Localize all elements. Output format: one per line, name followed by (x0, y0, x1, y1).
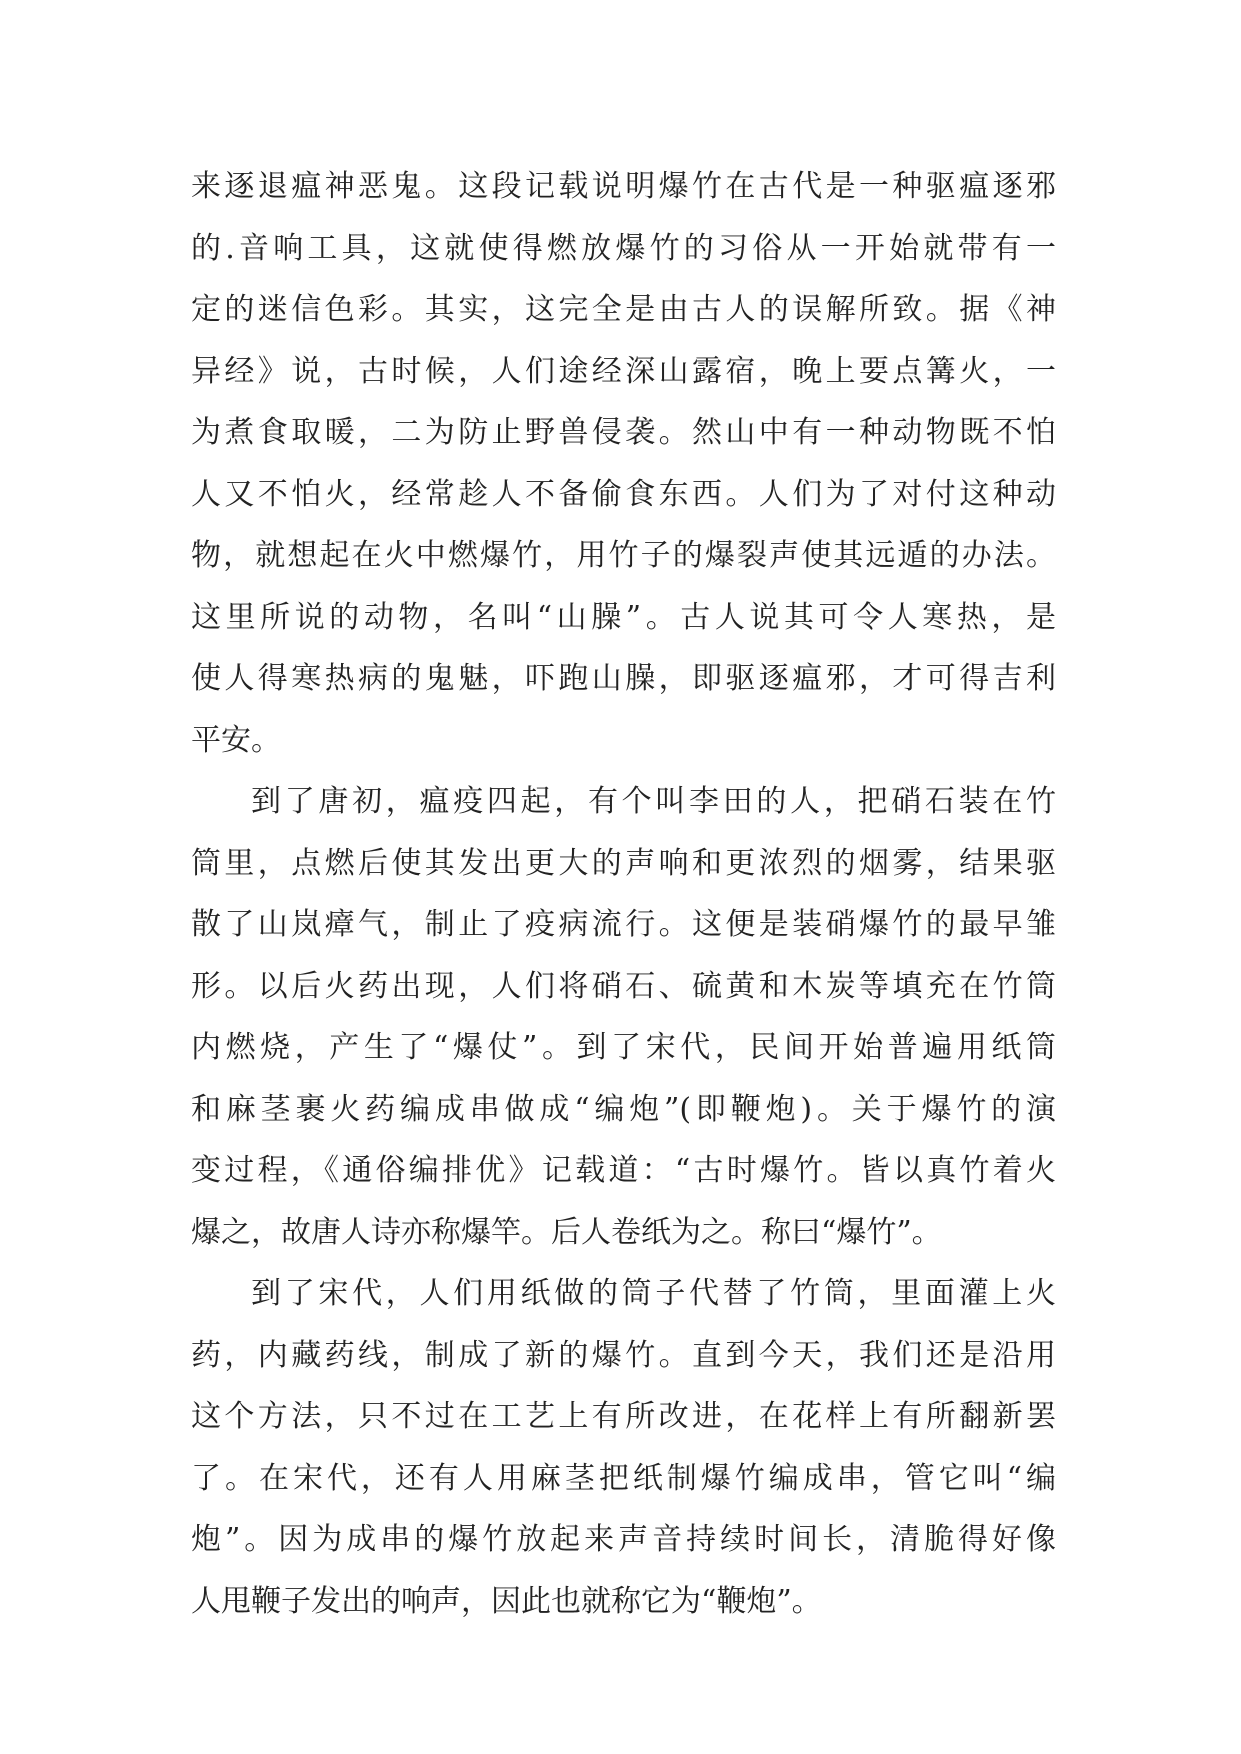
text-line: 散了山岚瘴气，制止了疫病流行。这便是装硝爆竹的最早雏 (191, 907, 1056, 942)
text-line: 来逐退瘟神恶鬼。这段记载说明爆竹在古代是一种驱瘟逐邪 (191, 169, 1056, 204)
text-line: 平安。 (191, 722, 281, 758)
text-line: 定的迷信色彩。其实，这完全是由古人的误解所致。据《神 (191, 292, 1056, 327)
paragraph-first-line: 到了唐初，瘟疫四起，有个叫李田的人，把硝石装在竹 (251, 784, 1056, 819)
text-line: 变过程，《通俗编排优》记载道：“古时爆竹。皆以真竹着火 (191, 1153, 1056, 1188)
document-body (191, 156, 1056, 1632)
text-line: 的.音响工具，这就使得燃放爆竹的习俗从一开始就带有一 (191, 230, 1056, 266)
text-line: 人又不怕火，经常趁人不备偷食东西。人们为了对付这种动 (191, 476, 1056, 512)
text-line: 形。以后火药出现，人们将硝石、硫黄和木炭等填充在竹筒 (191, 968, 1056, 1004)
paragraph-first-line: 到了宋代，人们用纸做的筒子代替了竹筒，里面灌上火 (251, 1276, 1056, 1311)
text-line: 炮”。因为成串的爆竹放起来声音持续时间长，清脆得好像 (191, 1522, 1056, 1557)
text-line: 物，就想起在火中燃爆竹，用竹子的爆裂声使其远遁的办法。 (191, 538, 1056, 573)
text-line: 爆之，故唐人诗亦称爆竿。后人卷纸为之。称曰“爆竹”。 (191, 1214, 942, 1250)
text-line: 为煮食取暖，二为防止野兽侵袭。然山中有一种动物既不怕 (191, 415, 1056, 450)
text-line: 和麻茎裹火药编成串做成“编炮”(即鞭炮)。关于爆竹的演 (191, 1091, 1056, 1127)
text-line: 这个方法，只不过在工艺上有所改进，在花样上有所翻新罢 (191, 1399, 1056, 1434)
text-line: 内燃烧，产生了“爆仗”。到了宋代，民间开始普遍用纸筒 (191, 1030, 1056, 1065)
text-line: 筒里，点燃后使其发出更大的声响和更浓烈的烟雾，结果驱 (191, 845, 1056, 881)
text-line: 这里所说的动物，名叫“山臊”。古人说其可令人寒热，是 (191, 599, 1056, 635)
text-line: 了。在宋代，还有人用麻茎把纸制爆竹编成串，管它叫“编 (191, 1460, 1056, 1496)
text-line: 异经》说，古时候，人们途经深山露宿，晚上要点篝火，一 (191, 353, 1056, 389)
text-line: 人甩鞭子发出的响声，因此也就称它为“鞭炮”。 (191, 1583, 822, 1619)
text-line: 药，内藏药线，制成了新的爆竹。直到今天，我们还是沿用 (191, 1337, 1056, 1373)
text-line: 使人得寒热病的鬼魅，吓跑山臊，即驱逐瘟邪，才可得吉利 (191, 661, 1056, 696)
